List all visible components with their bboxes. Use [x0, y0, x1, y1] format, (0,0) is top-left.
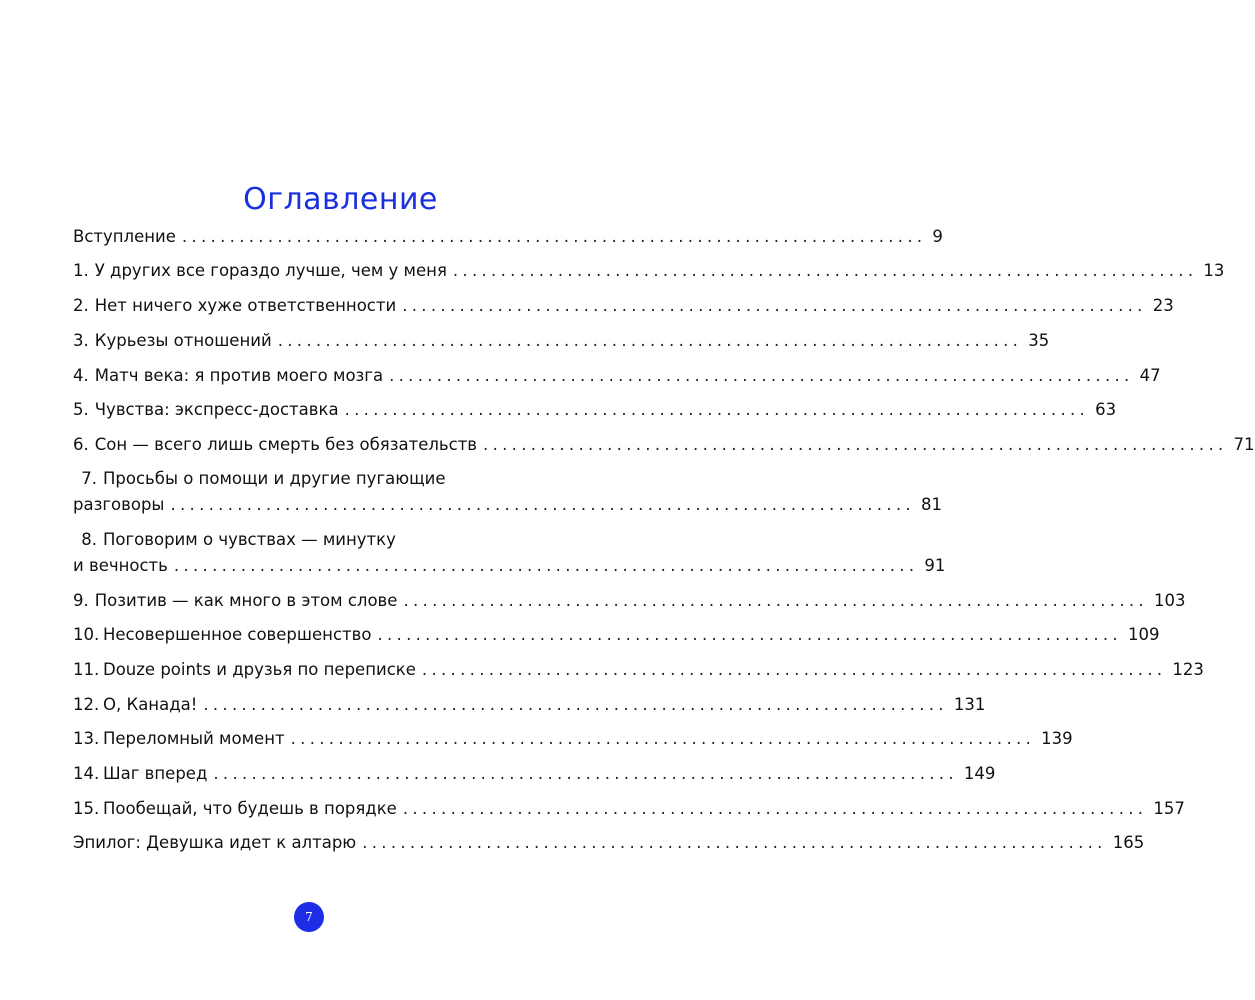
- toc-entry-text: Просьбы о помощи и другие пугающие: [103, 469, 446, 488]
- toc-entry-page: 23: [1152, 296, 1174, 315]
- toc-entry-15[interactable]: [73, 796, 1185, 822]
- toc-entry-text: Переломный момент: [103, 729, 285, 748]
- toc-leader-dots: ..............................................................................: [421, 660, 1167, 679]
- toc-entry-7[interactable]: [73, 492, 942, 518]
- toc-entry-text: Douze points и друзья по переписке: [103, 660, 416, 679]
- toc-entry-number: 11.: [73, 660, 100, 679]
- toc-leader-dots: ..............................................................................: [402, 296, 1147, 315]
- toc-entry-page: 91: [924, 556, 946, 575]
- toc-entry-text: Шаг вперед: [103, 764, 208, 783]
- toc-entry-13[interactable]: [73, 726, 1073, 752]
- toc-leader-dots: ..............................................................................: [277, 331, 1023, 350]
- toc-entry-text: Нет ничего хуже ответственности: [94, 296, 397, 315]
- toc-entry-number: 3.: [73, 331, 89, 350]
- toc-entry-3[interactable]: [73, 328, 1050, 354]
- toc-leader-dots: ..............................................................................: [170, 495, 915, 514]
- toc-entry-4[interactable]: [73, 363, 1161, 389]
- toc-entry-text-cont: разговоры: [73, 495, 165, 514]
- toc-entry-number: 9.: [73, 591, 89, 610]
- toc-entry-8[interactable]: [73, 553, 946, 579]
- toc-leader-dots: ..............................................................................: [203, 695, 948, 714]
- toc-title: Оглавление: [243, 182, 438, 217]
- toc-entry-text: Пообещай, что будешь в порядке: [103, 799, 397, 818]
- toc-entry-page: 123: [1172, 660, 1204, 679]
- toc-entry-page: 157: [1153, 799, 1185, 818]
- toc-entry-page: 131: [953, 695, 986, 714]
- toc-entry-page: 139: [1041, 729, 1073, 748]
- toc-entry-text: Эпилог: Девушка идет к алтарю: [73, 833, 357, 852]
- toc-entry-text: О, Канада!: [103, 695, 198, 714]
- toc-entry-text: Сон — всего лишь смерть без обязательств: [94, 435, 478, 454]
- toc-leader-dots: ..............................................................................: [213, 764, 958, 783]
- toc-leader-dots: ..............................................................................: [181, 227, 927, 246]
- toc-entry-text: Курьезы отношений: [94, 331, 272, 350]
- toc-entry-text: Вступление: [73, 227, 176, 246]
- toc-entry-5[interactable]: [73, 397, 1117, 423]
- toc-entry-number: 15.: [73, 799, 100, 818]
- toc-entry-number: 12.: [73, 695, 100, 714]
- toc-leader-dots: ..............................................................................: [402, 799, 1148, 818]
- toc-entry-text: Позитив — как много в этом слове: [94, 591, 398, 610]
- toc-leader-dots: ..............................................................................: [173, 556, 919, 575]
- toc-entry-page: 71: [1233, 435, 1255, 454]
- toc-entry-number: 1.: [73, 261, 89, 280]
- toc-entry-14[interactable]: [73, 761, 996, 787]
- toc-entry-number: 13.: [73, 729, 100, 748]
- toc-leader-dots: ..............................................................................: [483, 435, 1228, 454]
- toc-entry-2[interactable]: [73, 293, 1174, 319]
- toc-entry-page: 165: [1112, 833, 1145, 852]
- toc-entry-page: 9: [932, 227, 943, 246]
- toc-entry-9[interactable]: [73, 588, 1186, 614]
- toc-leader-dots: ..............................................................................: [290, 729, 1036, 748]
- toc-leader-dots: ..............................................................................: [452, 261, 1198, 280]
- toc-leader-dots: ..............................................................................: [403, 591, 1148, 610]
- toc-entry-page: 13: [1203, 261, 1225, 280]
- toc-leader-dots: ..............................................................................: [344, 400, 1090, 419]
- toc-entry-7-line1[interactable]: [73, 466, 549, 492]
- toc-entry-page: 103: [1153, 591, 1186, 610]
- toc-entry-number: 2.: [73, 296, 89, 315]
- toc-entry-number: 7.: [81, 469, 97, 488]
- toc-entry-page: 63: [1095, 400, 1117, 419]
- toc-entry-intro[interactable]: [73, 224, 943, 250]
- toc-entry-page: 81: [920, 495, 942, 514]
- toc-entry-text: У других все гораздо лучше, чем у меня: [94, 261, 447, 280]
- toc-entry-text: Поговорим о чувствах — минутку: [103, 530, 396, 549]
- toc-entry-6[interactable]: [73, 432, 1255, 458]
- toc-entry-page: 47: [1139, 366, 1161, 385]
- toc-entry-text: Несовершенное совершенство: [103, 625, 372, 644]
- toc-entry-11[interactable]: [73, 657, 1204, 683]
- toc-entry-epilogue[interactable]: [73, 830, 1145, 856]
- toc-entry-text: Чувства: экспресс-доставка: [94, 400, 339, 419]
- toc-entry-8-line1[interactable]: [73, 527, 549, 553]
- toc-entry-page: 149: [963, 764, 996, 783]
- toc-entry-text: Матч века: я против моего мозга: [94, 366, 384, 385]
- page-number-badge: 7: [294, 902, 324, 932]
- toc-entry-12[interactable]: [73, 692, 986, 718]
- toc-entry-number: 10.: [73, 625, 100, 644]
- toc-entry-page: 35: [1028, 331, 1050, 350]
- toc-entry-number: 6.: [73, 435, 89, 454]
- toc-entry-number: 4.: [73, 366, 89, 385]
- toc-entry-1[interactable]: [73, 258, 1225, 284]
- toc-entry-number: 14.: [73, 764, 100, 783]
- toc-entry-number: 5.: [73, 400, 89, 419]
- toc-entry-page: 109: [1127, 625, 1160, 644]
- toc-entry-10[interactable]: [73, 622, 1160, 648]
- toc-leader-dots: ..............................................................................: [389, 366, 1134, 385]
- toc-entry-number: 8.: [81, 530, 97, 549]
- toc-leader-dots: ..............................................................................: [362, 833, 1107, 852]
- toc-entry-text-cont: и вечность: [73, 556, 168, 575]
- toc-leader-dots: ..............................................................................: [377, 625, 1122, 644]
